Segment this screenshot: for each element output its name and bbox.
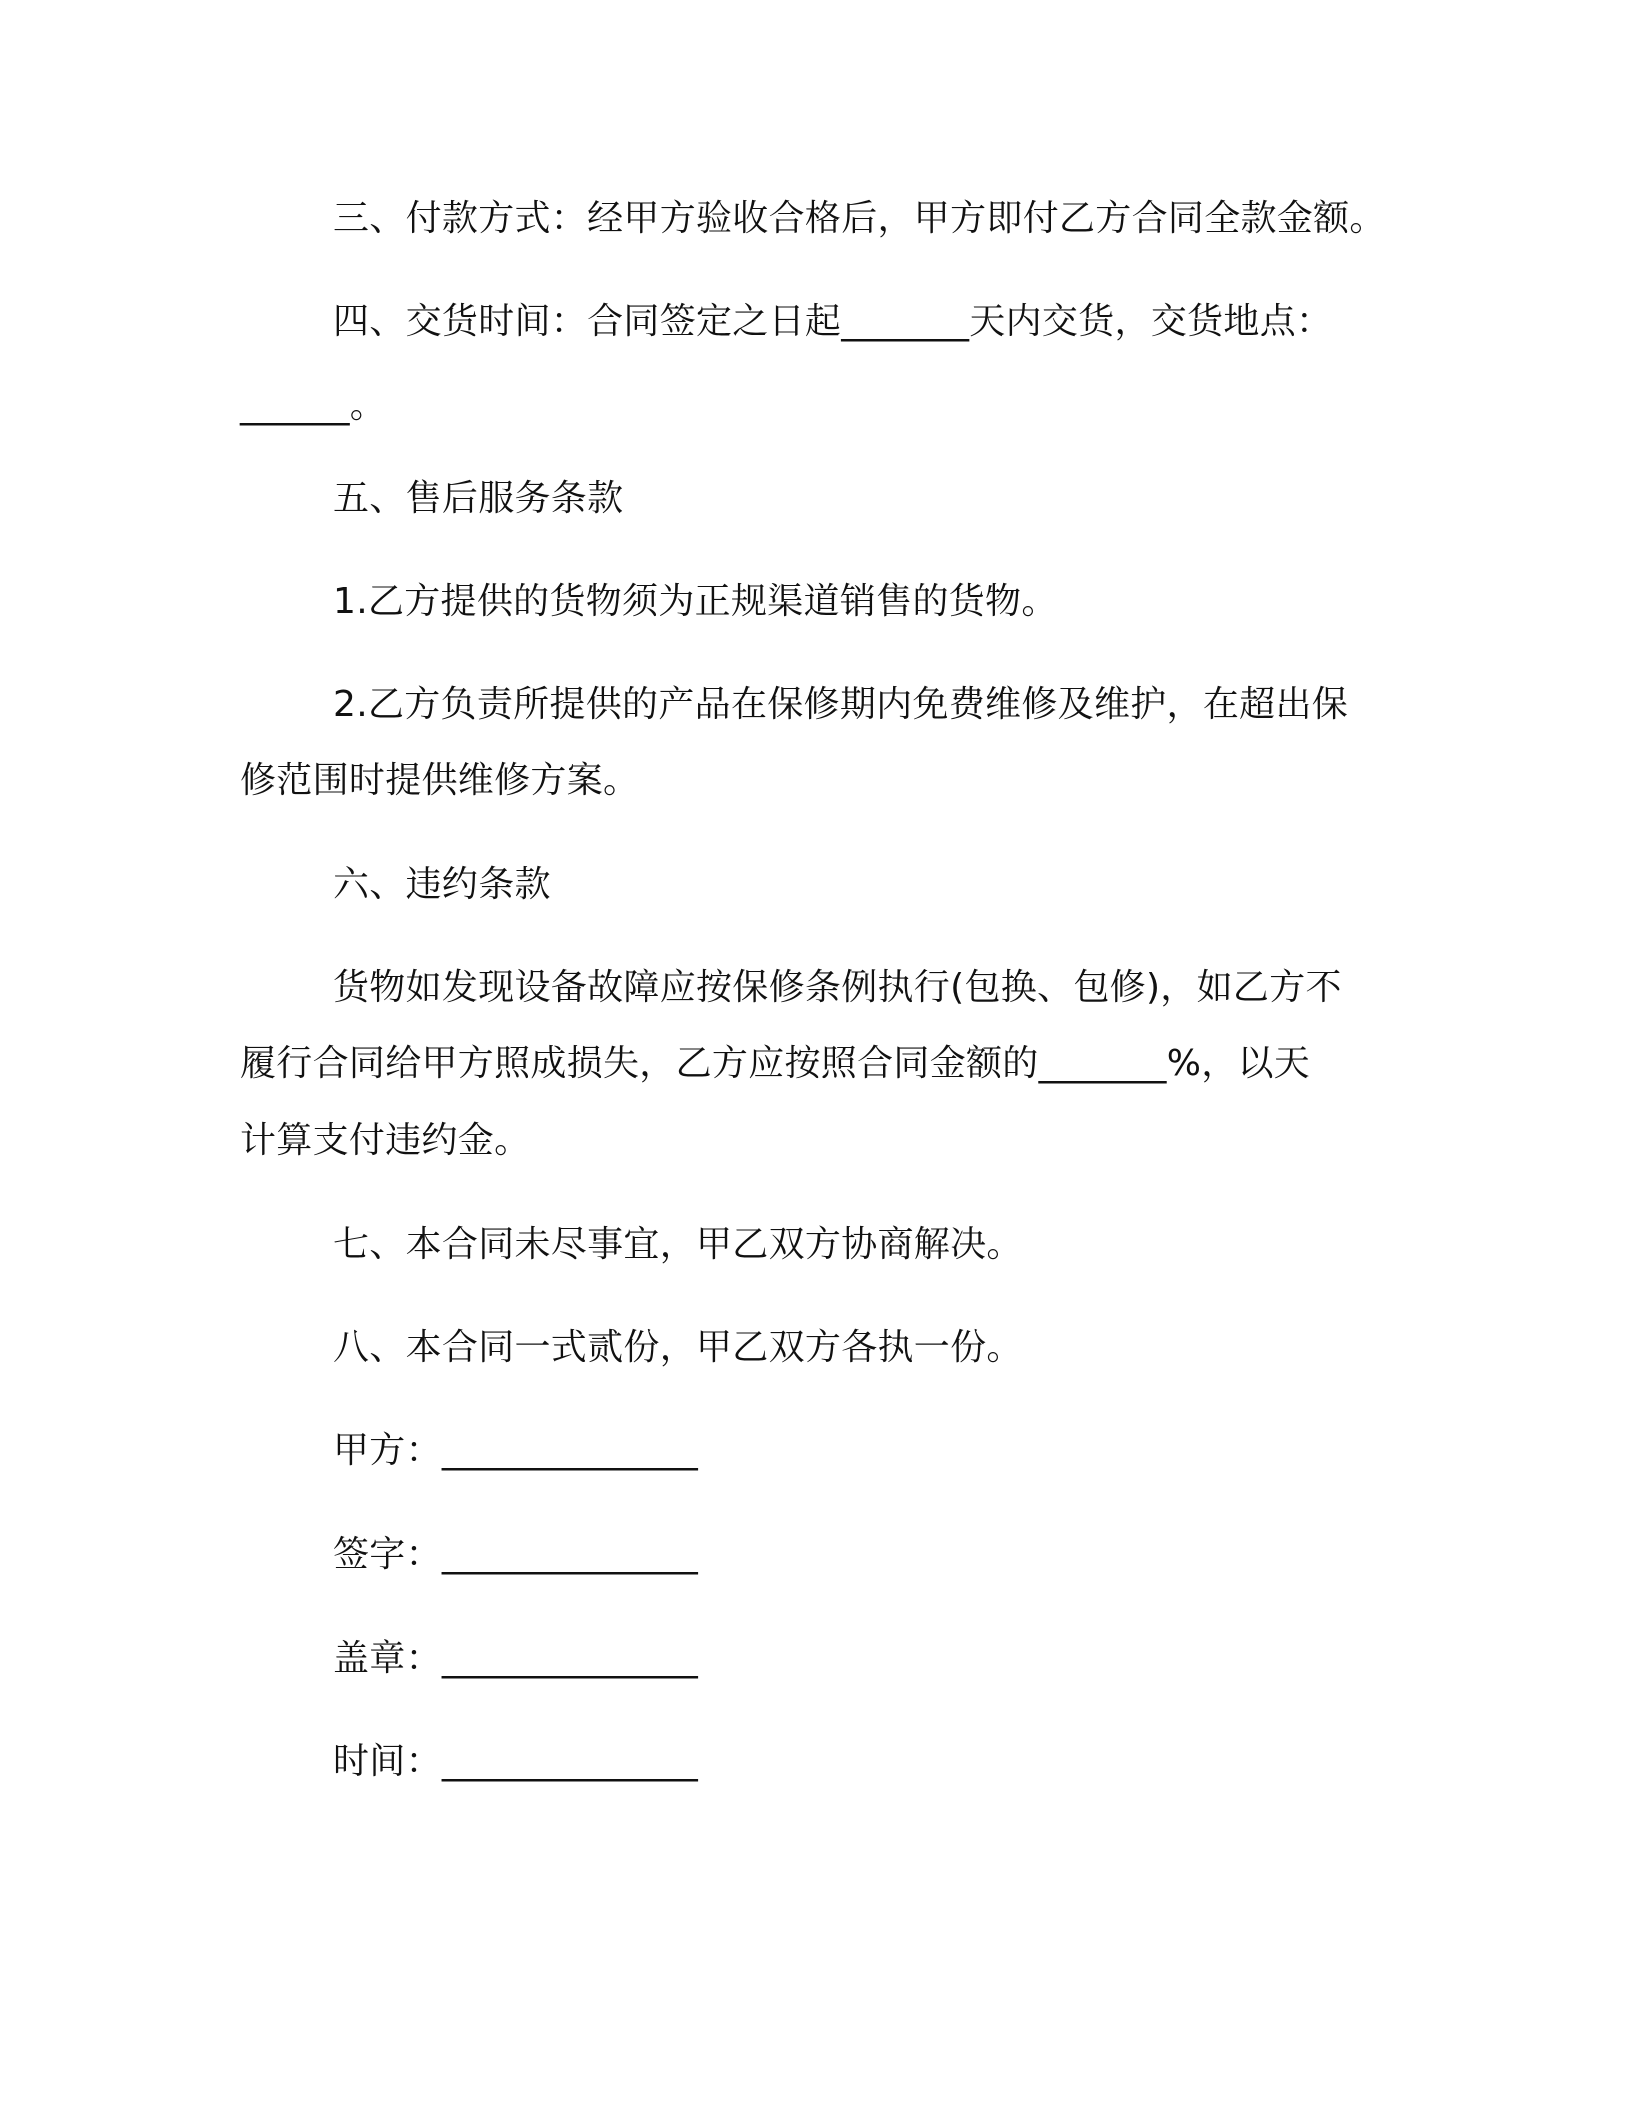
clause-breach-heading-text: 六、违约条款 <box>333 864 551 905</box>
breach-text-1: 货物如发现设备故障应按保修条例执行(包换、包修)，如乙方不 <box>333 967 1342 1008</box>
signature-seal-label: 盖章： <box>333 1638 442 1679</box>
signature-date-label: 时间： <box>333 1741 442 1782</box>
delivery-days-blank: _______ <box>841 301 970 342</box>
signature-party-a <box>333 1428 698 1474</box>
after-sales-item-2-line-1 <box>333 682 1348 728</box>
after-sales-item-2-text-2: 修范围时提供维修方案。 <box>240 760 640 801</box>
clause-delivery-text-end: 天内交货，交货地点： <box>969 301 1333 342</box>
signature-sign-label: 签字： <box>333 1534 442 1575</box>
clause-delivery <box>333 299 1332 345</box>
clause-unresolved-text: 七、本合同未尽事宜，甲乙双方协商解决。 <box>333 1224 1023 1265</box>
breach-line-1 <box>333 965 1342 1011</box>
clause-payment <box>333 196 1386 242</box>
signature-sign-blank: ______________ <box>441 1534 699 1575</box>
clause-copies-text: 八、本合同一式贰份，甲乙双方各执一份。 <box>333 1327 1023 1368</box>
signature-party-a-label: 甲方： <box>333 1430 442 1471</box>
breach-line-2 <box>240 1041 1310 1087</box>
clause-copies <box>333 1325 1023 1371</box>
clause-after-sales-heading <box>333 476 623 522</box>
signature-date-blank: ______________ <box>441 1741 699 1782</box>
delivery-location-line <box>240 383 386 429</box>
signature-party-a-blank: ______________ <box>441 1430 699 1471</box>
breach-line-3 <box>240 1118 530 1164</box>
after-sales-item-1-text: 1.乙方提供的货物须为正规渠道销售的货物。 <box>333 581 1058 622</box>
after-sales-item-1 <box>333 579 1058 625</box>
breach-text-2: 履行合同给甲方照成损失，乙方应按照合同金额的_______%，以天 <box>240 1043 1311 1084</box>
signature-sign <box>333 1532 698 1578</box>
clause-breach-heading <box>333 862 551 908</box>
clause-unresolved <box>333 1222 1023 1268</box>
clause-payment-text: 三、付款方式：经甲方验收合格后，甲方即付乙方合同全款金额。 <box>333 198 1386 239</box>
after-sales-item-2-text-1: 2.乙方负责所提供的产品在保修期内免费维修及维护，在超出保 <box>333 684 1349 725</box>
breach-text-3: 计算支付违约金。 <box>240 1120 531 1161</box>
signature-date <box>333 1739 698 1785</box>
clause-delivery-text-start: 四、交货时间：合同签定之日起 <box>333 301 842 342</box>
clause-after-sales-heading-text: 五、售后服务条款 <box>333 478 624 519</box>
signature-seal <box>333 1636 698 1682</box>
after-sales-item-2-line-2 <box>240 758 639 804</box>
signature-seal-blank: ______________ <box>441 1638 699 1679</box>
delivery-location-blank: ______。 <box>240 385 387 426</box>
